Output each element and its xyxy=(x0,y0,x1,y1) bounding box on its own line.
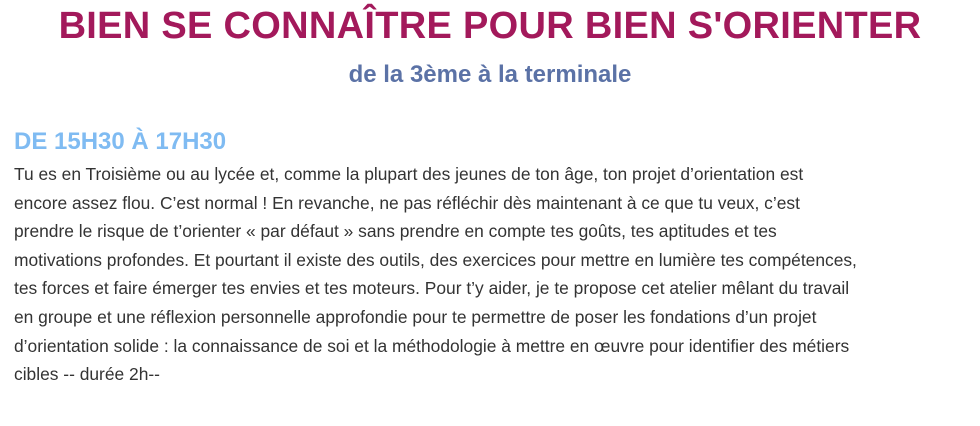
description-line: motivations profondes. Et pourtant il existe des outils, des exercices pour mettre en lumière tes compétences, xyxy=(14,249,857,270)
event-description xyxy=(14,160,976,389)
description-line: d’orientation solide : la connaissance de soi et la méthodologie à mettre en œuvre pour identifier des métiers xyxy=(14,335,850,356)
schedule-heading: DE 15H30 À 17H30 xyxy=(14,128,227,155)
description-line: prendre le risque de t’orienter « par défaut » sans prendre en compte tes goûts, tes aptitudes et tes xyxy=(14,221,777,242)
description-line: cibles -- durée 2h-- xyxy=(14,364,160,385)
description-line: en groupe et une réflexion personnelle approfondie pour te permettre de poser les fondations d’un projet xyxy=(14,306,817,327)
description-line: Tu es en Troisième ou au lycée et, comme la plupart des jeunes de ton âge, ton projet d’orientation est xyxy=(14,164,804,184)
description-line: tes forces et faire émerger tes envies et tes moteurs. Pour t’y aider, je te propose cet atelier mêlant du travail xyxy=(14,278,850,299)
page-title: BIEN SE CONNAÎTRE POUR BIEN S'ORIENTER xyxy=(58,5,922,47)
description-line: encore assez flou. C’est normal ! En revanche, ne pas réfléchir dès maintenant à ce que tu veux, c’est xyxy=(14,192,800,213)
page-subtitle: de la 3ème à la terminale xyxy=(348,61,632,88)
